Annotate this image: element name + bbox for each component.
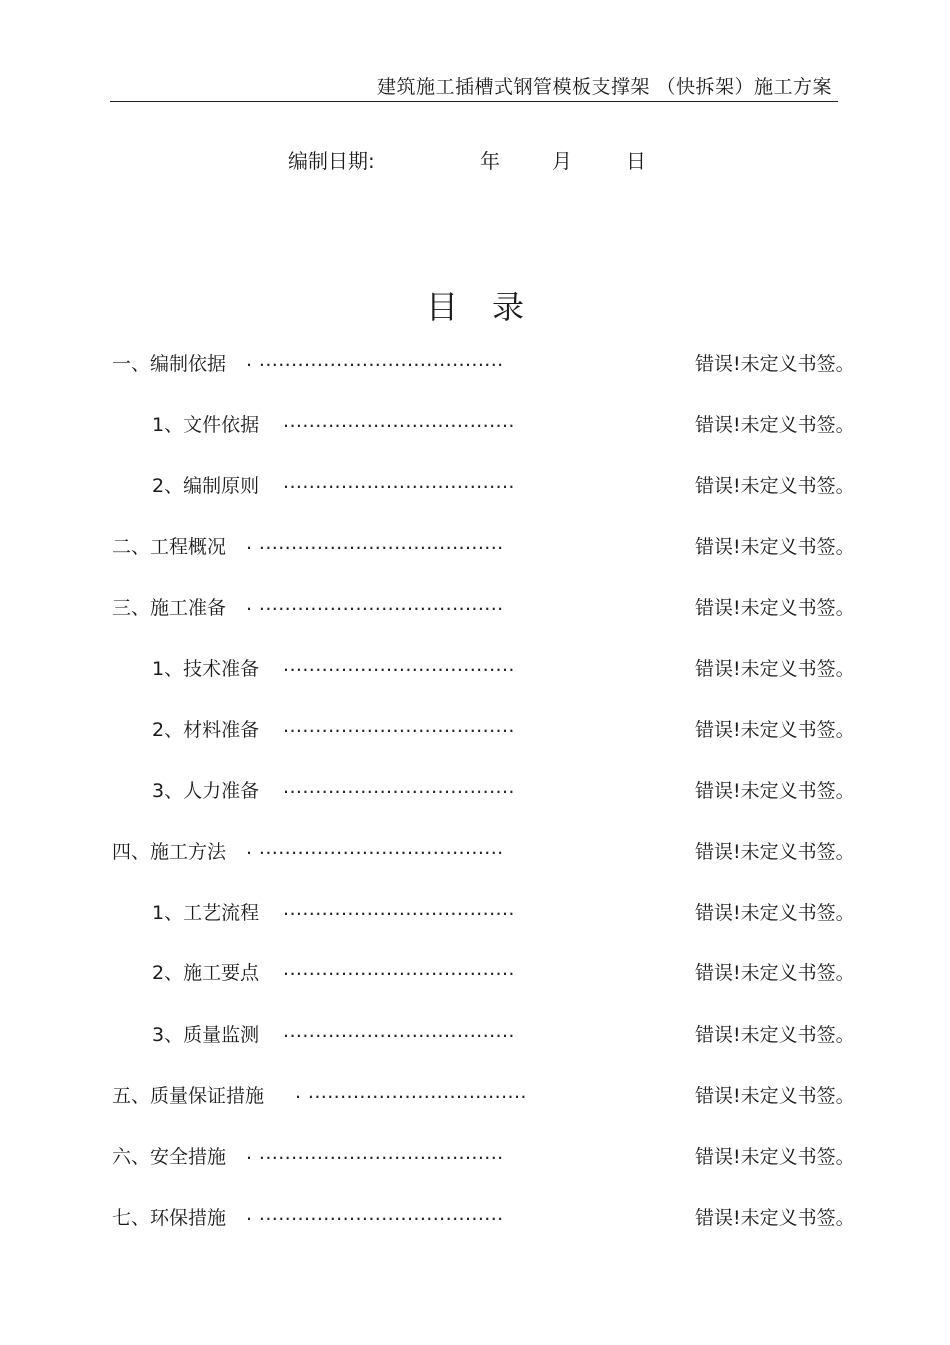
toc-page-ref: 错误!未定义书签。 [695, 841, 855, 863]
toc-leader-dots: .................................... [283, 776, 515, 798]
toc-entry[interactable] [0, 1203, 950, 1233]
toc-entry-label: 1、工艺流程 [152, 902, 260, 924]
toc-leader-dots: . ...................................... [246, 349, 504, 371]
toc-page-ref: 错误!未定义书签。 [695, 1146, 855, 1168]
toc-leader-dots: .................................... [283, 958, 515, 980]
toc-entry[interactable] [0, 654, 950, 684]
toc-page-ref: 错误!未定义书签。 [695, 658, 855, 680]
toc-entry-label: 一、编制依据 [112, 353, 227, 375]
toc-entry[interactable] [0, 532, 950, 562]
toc-entry-label: 六、安全措施 [112, 1146, 227, 1168]
toc-entry-label: 3、人力准备 [152, 780, 260, 802]
toc-page-ref: 错误!未定义书签。 [695, 962, 855, 984]
toc-entry[interactable] [0, 593, 950, 623]
toc-page-ref: 错误!未定义书签。 [695, 414, 855, 436]
toc-entry[interactable] [0, 898, 950, 928]
toc-entry-label: 七、环保措施 [112, 1207, 227, 1229]
toc-leader-dots: . .................................. [295, 1081, 527, 1103]
toc-entry[interactable] [0, 349, 950, 379]
toc-title-char: 目 [425, 288, 492, 326]
toc-leader-dots: . ...................................... [246, 593, 504, 615]
toc-entry[interactable] [0, 958, 950, 988]
toc-page-ref: 错误!未定义书签。 [695, 1207, 855, 1229]
toc-entry[interactable] [0, 410, 950, 440]
toc-entry[interactable] [0, 837, 950, 867]
toc-entry-label: 3、质量监测 [152, 1024, 260, 1046]
toc-leader-dots: . ...................................... [246, 837, 504, 859]
toc-leader-dots: . ...................................... [246, 1203, 504, 1225]
date-day: 日 [626, 149, 646, 173]
toc-page-ref: 错误!未定义书签。 [695, 902, 855, 924]
toc-leader-dots: .................................... [283, 715, 515, 737]
toc-entry-label: 1、技术准备 [152, 658, 260, 680]
header-title: 建筑施工插槽式钢管模板支撑架 （快拆架）施工方案 [376, 76, 832, 98]
toc-title-char: 录 [492, 288, 559, 326]
toc-entry[interactable] [0, 715, 950, 745]
toc-entry[interactable] [0, 471, 950, 501]
toc-leader-dots: . ...................................... [246, 532, 504, 554]
toc-page-ref: 错误!未定义书签。 [695, 353, 855, 375]
toc-page-ref: 错误!未定义书签。 [695, 1085, 855, 1107]
toc-entry-label: 四、施工方法 [112, 841, 227, 863]
toc-title [0, 282, 950, 328]
toc-page-ref: 错误!未定义书签。 [695, 780, 855, 802]
date-year: 年 [480, 149, 500, 173]
toc-leader-dots: .................................... [283, 898, 515, 920]
toc-leader-dots: .................................... [283, 654, 515, 676]
toc-page-ref: 错误!未定义书签。 [695, 475, 855, 497]
date-label: 编制日期: [288, 149, 375, 173]
date-month: 月 [552, 149, 572, 173]
toc-entry[interactable] [0, 1142, 950, 1172]
toc-entry-label: 2、施工要点 [152, 962, 260, 984]
toc-entry[interactable] [0, 1020, 950, 1050]
toc-entry-label: 2、材料准备 [152, 719, 260, 741]
toc-entry-label: 五、质量保证措施 [112, 1085, 265, 1107]
toc-leader-dots: . ...................................... [246, 1142, 504, 1164]
toc-page-ref: 错误!未定义书签。 [695, 1024, 855, 1046]
toc-page-ref: 错误!未定义书签。 [695, 719, 855, 741]
toc-entry-label: 2、编制原则 [152, 475, 260, 497]
toc-entry[interactable] [0, 776, 950, 806]
toc-entry-label: 三、施工准备 [112, 597, 227, 619]
toc-page-ref: 错误!未定义书签。 [695, 536, 855, 558]
toc-leader-dots: .................................... [283, 1020, 515, 1042]
toc-entry-label: 二、工程概况 [112, 536, 227, 558]
toc-entry[interactable] [0, 1081, 950, 1111]
toc-entry-label: 1、文件依据 [152, 414, 260, 436]
page-header [110, 70, 838, 102]
toc-leader-dots: .................................... [283, 410, 515, 432]
toc-leader-dots: .................................... [283, 471, 515, 493]
toc-page-ref: 错误!未定义书签。 [695, 597, 855, 619]
